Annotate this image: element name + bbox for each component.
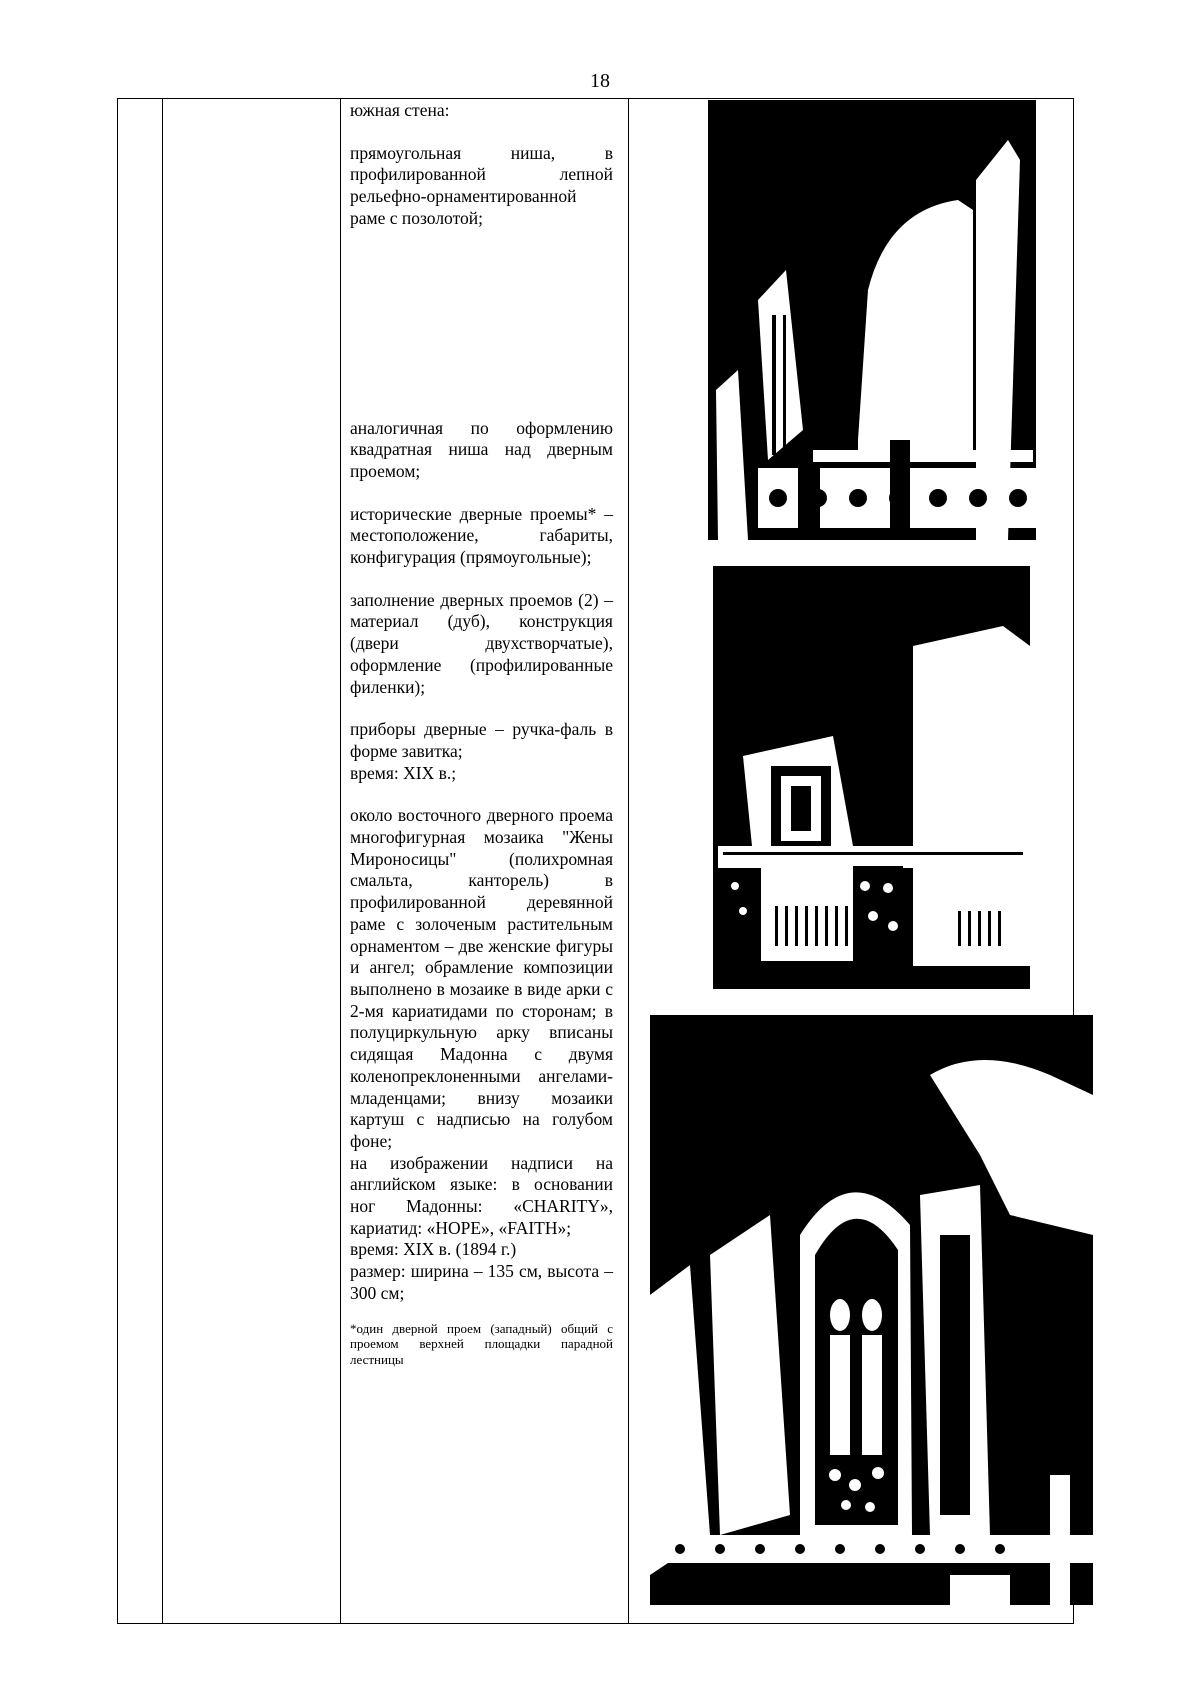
door-opening-photo [713,566,1030,989]
table-column-divider [162,98,163,1624]
page-number: 18 [590,70,610,92]
mosaic-size: размер: ширина – 135 см, высота – 300 см; [350,1261,613,1303]
table-column-divider [340,98,341,1624]
section-heading: южная стена: [350,100,450,120]
door-fill-description: заполнение дверных проемов (2) – материал (дуб), конструкция (двери двухстворчатые), оформление (профилированные филенки); [350,589,613,697]
south-wall-niche-photo [708,100,1036,540]
mosaic-inscriptions: на изображении надписи на английском языке: в основании ног Мадонны: «CHARITY», кариатид: «HOPE», «FAITH»; [350,1152,613,1238]
door-hardware-description: приборы дверные – ручка-фаль в форме завитка; [350,719,613,761]
door-openings-description: исторические дверные проемы* – местоположение, габариты, конфигурация (прямоугольные); [350,503,613,568]
mosaic-date: время: XIX в. (1894 г.) [350,1239,517,1260]
square-niche-description: аналогичная по оформлению квадратная ниша над дверным проемом; [350,417,613,481]
footnote: *один дверной проем (западный) общий с проемом верхней площадки парадной лестницы [350,1320,613,1367]
table-column-divider [628,98,629,1624]
description-column [350,100,613,1367]
niche-description: прямоугольная ниша, в профилированной лепной рельефно-орнаментированной раме с позолотой; [350,142,613,228]
mosaic-description: около восточного дверного проема многофигурная мозаика "Жены Мироносицы" (полихромная смальта, канторель) в профилированной деревянной раме с золоченым растительным орнаментом – две женские фигуры и ангел; обрамление композиции выполнено в мозаике в виде арки с 2-мя кариатидами по сторонам; в полуциркульную арку вписаны сидящая Мадонна с двумя коленопреклоненными ангелами-младенцами; внизу мозаики картуш с надписью на голубом фоне; [350,805,613,1151]
niche-image-graphic [708,100,1036,540]
mosaic-image-graphic [650,1015,1093,1605]
mosaic-myrrhbearers-photo [650,1015,1093,1605]
door-image-graphic [713,566,1030,989]
hardware-date: время: XIX в.; [350,762,457,783]
